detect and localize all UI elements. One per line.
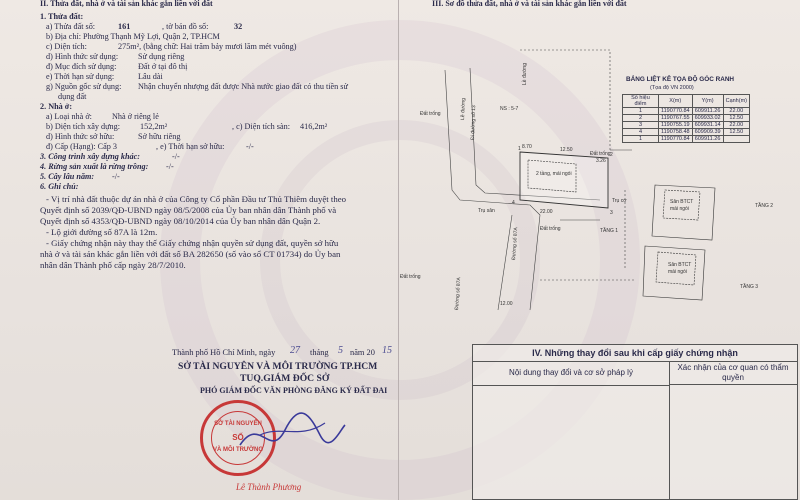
changes-section: [472, 344, 798, 500]
changes-title: IV. Những thay đổi sau khi cấp giấy chứng nhận: [473, 345, 797, 362]
changes-col-confirm: Xác nhận của cơ quan có thẩm quyền: [669, 361, 797, 385]
map-label-dattrong2: Đất trống: [540, 226, 561, 232]
coord-header: Cạnh(m): [723, 95, 749, 108]
coord-cell: 1190767.55: [658, 115, 692, 122]
coord-header: Y(m): [692, 95, 723, 108]
parcel-number: 161: [118, 22, 131, 31]
ownership-label: d) Hình thức sở hữu:: [46, 132, 115, 141]
changes-col-content: Nội dung thay đổi và cơ sở pháp lý: [473, 361, 670, 386]
area-label: c) Diện tích:: [46, 42, 87, 51]
map-label-d3: 12.00: [500, 301, 513, 307]
seal-text-top: SỞ TÀI NGUYÊN: [214, 421, 262, 427]
notes-label: 6. Ghi chú:: [40, 182, 79, 191]
coord-table-title: BẢNG LIỆT KÊ TỌA ĐỘ GÓC RANH: [626, 76, 735, 83]
floor-area-label: , c) Diện tích sàn:: [232, 122, 290, 131]
map-label-dattrong4: Đất trống: [590, 151, 611, 157]
origin-label: g) Nguồn gốc sử dụng:: [46, 82, 122, 91]
svg-text:4: 4: [512, 200, 515, 206]
other-works-label: 3. Công trình xây dựng khác:: [40, 152, 140, 161]
ownership-term-label: , e) Thời hạn sở hữu:: [156, 142, 225, 151]
perennial-value: -/-: [112, 172, 120, 181]
term-label: e) Thời hạn sử dụng:: [46, 72, 115, 81]
issue-day: 27: [290, 345, 300, 356]
coord-cell: 4: [623, 129, 659, 136]
note-line-4: - Lộ giới đường số 87A là 12m.: [46, 227, 158, 237]
coord-table-subtitle: (Tọa độ VN 2000): [650, 85, 694, 91]
map-label-d1: 12.50: [560, 147, 573, 153]
map-label-san2b: mái ngói: [668, 269, 687, 275]
page-fold: [398, 0, 399, 500]
svg-text:2: 2: [610, 152, 613, 158]
coord-row: [623, 129, 750, 136]
usage-form-label: d) Hình thức sử dụng:: [46, 52, 119, 61]
coord-cell: 1190758.48: [658, 129, 692, 136]
map-label-d4: 8.70: [522, 144, 532, 150]
map-label-d2: 22.00: [540, 209, 553, 215]
purpose-label: đ) Mục đích sử dụng:: [46, 62, 117, 71]
section-2-title: II. Thửa đất, nhà ở và tài sản khác gắn liền với đất: [40, 0, 213, 8]
house-grade: đ) Cấp (Hạng): Cấp 3: [46, 142, 117, 151]
note-line-1: - Vị trí nhà đất thuộc dự án nhà ở của Công ty Cổ phần Đầu tư Thủ Thiêm duyệt theo: [46, 194, 347, 204]
seal-text-bottom: VÀ MÔI TRƯỜNG: [212, 447, 264, 453]
changes-col-divider: [669, 385, 670, 499]
note-line-3: Quyết định số 4353/QĐ-UBND ngày 08/10/2014 của Ủy ban nhân dân Quận 2.: [40, 216, 321, 226]
parcel-map: [400, 10, 800, 340]
map-label-road3: Đi đường số 13: [470, 105, 478, 141]
coord-header: Số hiệu điểm: [623, 95, 659, 108]
coord-cell: 1190770.84: [658, 136, 692, 143]
forest-label: 4. Rừng sản xuất là rừng trồng:: [40, 162, 149, 171]
map-sheet-number: 32: [234, 22, 243, 31]
svg-text:3: 3: [610, 210, 613, 216]
svg-text:1: 1: [518, 146, 521, 152]
map-label-sanmai: mái ngói: [670, 206, 689, 212]
issue-month: 5: [338, 345, 343, 356]
map-sheet-label: , tờ bản đồ số:: [162, 22, 209, 31]
other-works-value: -/-: [172, 152, 180, 161]
house-heading: 2. Nhà ở:: [40, 102, 73, 111]
signature: [230, 405, 350, 465]
map-label-tang3: TẦNG 3: [740, 284, 759, 290]
coord-cell: 2: [623, 115, 659, 122]
floor-area-value: 416,2m²: [300, 122, 328, 131]
coord-cell: 22.00: [723, 108, 749, 115]
area-value: 275m², (bằng chữ: Hai trăm bảy mươi lăm mét vuông): [118, 42, 297, 51]
coord-header-row: [623, 95, 750, 108]
floor-2-plan: [652, 185, 715, 240]
signer-title: PHÓ GIÁM ĐỐC VĂN PHÒNG ĐĂNG KÝ ĐẤT ĐAI: [200, 386, 388, 395]
house-type-value: Nhà ở riêng lẻ: [112, 112, 159, 121]
coord-header: X(m): [658, 95, 692, 108]
address: b) Địa chỉ: Phường Thạnh Mỹ Lợi, Quận 2, TP.HCM: [46, 32, 220, 41]
note-line-6: nhà ở và tài sản khác gắn liền với đất số BA 282650 (số vào sổ CT 01734) do Ủy ban: [40, 249, 341, 259]
coord-cell: 609909.39: [692, 129, 723, 136]
coord-cell: 22.00: [723, 122, 749, 129]
note-line-2: Quyết định số 2039/QĐ-UBND ngày 08/5/2008 của Ủy ban nhân dân Thành phố và: [40, 205, 337, 215]
coord-cell: 1: [623, 108, 659, 115]
map-label-ns: NS : 5-7: [500, 106, 519, 112]
coord-row: [623, 108, 750, 115]
delegation: TUQ.GIÁM ĐỐC SỞ: [240, 373, 330, 384]
coord-cell: 609933.02: [692, 115, 723, 122]
note-line-5: - Giấy chứng nhận này thay thế Giấy chứng nhận quyền sử dụng đất, quyền sở hữu: [46, 238, 339, 248]
forest-value: -/-: [166, 162, 174, 171]
coord-cell: [723, 136, 749, 143]
map-label-san: Sân BTCT: [670, 199, 694, 205]
parcel-heading: 1. Thửa đất:: [40, 12, 84, 21]
map-label-dattrong1: Đất trống: [420, 111, 441, 117]
map-label-san2: Sân BTCT: [668, 262, 692, 268]
coord-cell: 609911.26: [692, 136, 723, 143]
coord-row: [623, 115, 750, 122]
usage-form-value: Sử dụng riêng: [138, 52, 185, 61]
coord-cell: 1: [623, 136, 659, 143]
note-line-7: nhân dân Thành phố cấp ngày 28/7/2010.: [40, 260, 186, 270]
map-label-truco: Trụ cơ: [612, 198, 627, 204]
map-label-road2: Đường số 87A: [454, 277, 463, 311]
coord-row: [623, 122, 750, 129]
issuing-org: SỞ TÀI NGUYÊN VÀ MÔI TRƯỜNG TP.HCM: [178, 361, 378, 372]
house-type-label: a) Loại nhà ở:: [46, 112, 92, 121]
parcel-boundary: [520, 152, 608, 208]
map-label-road1: Đường số 87A: [511, 227, 520, 261]
coord-cell: 1190755.19: [658, 122, 692, 129]
map-label-tang2: TẦNG 2: [755, 203, 774, 209]
map-label-trusan: Trụ sân: [478, 208, 495, 214]
origin-value-cont: dụng đất: [58, 92, 87, 101]
ownership-value: Sở hữu riêng: [138, 132, 181, 141]
perennial-label: 5. Cây lâu năm:: [40, 172, 95, 181]
coord-row: [623, 136, 750, 143]
month-label: tháng: [310, 348, 329, 357]
coord-table: [622, 94, 750, 143]
ownership-term-value: -/-: [246, 142, 254, 151]
coord-cell: 12.50: [723, 115, 749, 122]
map-label-d5: 3.26: [596, 158, 606, 164]
purpose-value: Đất ở tại đô thị: [138, 62, 188, 71]
coord-cell: 609931.14: [692, 122, 723, 129]
issue-place: Thành phố Hồ Chí Minh, ngày: [172, 348, 276, 357]
seal-text-mid: SỐ: [232, 433, 244, 442]
origin-value: Nhận chuyển nhượng đất được Nhà nước giao đất có thu tiền sử: [138, 82, 348, 91]
build-area-value: 152,2m²: [140, 122, 168, 131]
map-label-dattrong3: Đất trống: [400, 274, 421, 280]
section-3-title: III. Sơ đồ thửa đất, nhà ở và tài sản khác gắn liền với đất: [432, 0, 627, 8]
parcel-number-label: a) Thửa đất số:: [46, 22, 96, 31]
signer-name: Lê Thành Phương: [236, 482, 302, 492]
coord-cell: 12.50: [723, 129, 749, 136]
coord-cell: 1190770.84: [658, 108, 692, 115]
coord-cell: 3: [623, 122, 659, 129]
map-label-tang1: TẦNG 1: [600, 228, 619, 234]
build-area-label: b) Diện tích xây dựng:: [46, 122, 121, 131]
term-value: Lâu dài: [138, 72, 163, 81]
year-label: năm 20: [350, 348, 375, 357]
map-label-house: 2 tầng, mái ngói: [536, 171, 572, 177]
map-label-le1: Lề đường: [522, 63, 528, 85]
map-label-le2: Lề đường: [460, 97, 467, 121]
issue-year: 15: [382, 345, 392, 356]
coord-cell: 609911.26: [692, 108, 723, 115]
